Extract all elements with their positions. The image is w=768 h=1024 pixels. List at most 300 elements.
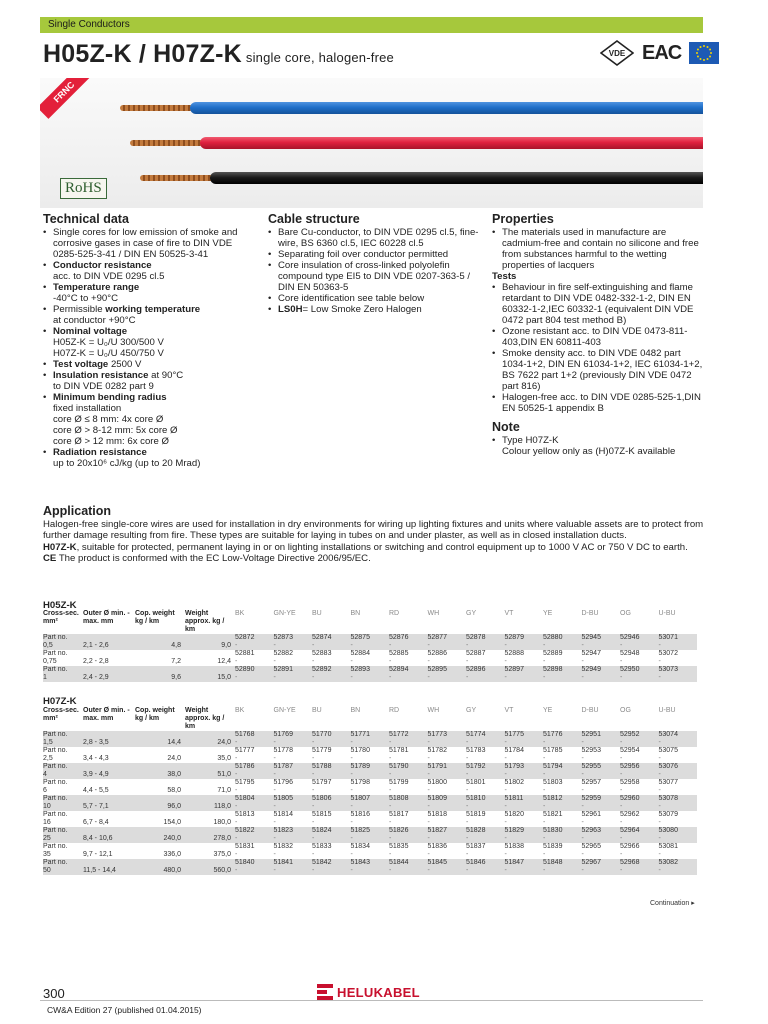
- part-number-cell: 52962 -: [620, 811, 640, 826]
- table-row: [43, 650, 697, 666]
- part-number-cell: 51815 -: [312, 811, 332, 826]
- part-number-cell: 52957 -: [581, 779, 601, 794]
- rohs-logo: RoHS: [60, 178, 107, 199]
- part-number-cell: 51802 -: [504, 779, 524, 794]
- properties-item: • The materials used in manufacture are cadmium-free and contain no silicone and free from substances harmful to the wetting properties of lacquers: [492, 227, 707, 271]
- cross-section-cell: Part no. 50: [43, 859, 83, 875]
- column-header-color: BN: [350, 707, 361, 714]
- helukabel-mark-icon: [317, 984, 333, 1000]
- application-section: [43, 506, 708, 564]
- part-number-cell: 51787 -: [274, 763, 313, 779]
- application-text: Halogen-free single-core wires are used for installation in dry environments for wiring up lighting fixtures and units where valuable assets are to protect from further damage resulting from fire. These types are suitable for laying in tubes on and under plaster, as well as in closed installation ducts.: [43, 519, 704, 542]
- column-header-color: U-BU: [658, 707, 676, 714]
- part-number-cell: 52965 -: [581, 843, 601, 858]
- copper-weight-cell: 4,8: [135, 634, 185, 650]
- part-number-cell: 51789 -: [351, 763, 390, 779]
- part-number-cell: 51846 -: [466, 859, 505, 875]
- eac-mark-icon: EAC: [642, 41, 682, 64]
- weight-cell: 375,0: [213, 851, 231, 858]
- part-number-cell: 51791 -: [428, 763, 467, 779]
- part-number-cell: 53075 -: [658, 747, 678, 762]
- part-number-cell: 52888 -: [504, 650, 524, 665]
- part-number-cell: 52882 -: [273, 650, 293, 665]
- continuation-note: Continuation ▸: [650, 900, 695, 907]
- part-number-cell: 52967 -: [582, 859, 621, 875]
- column-header-color: RD: [389, 707, 400, 714]
- column-header-color: D-BU: [581, 707, 599, 714]
- part-number-cell: 51813 -: [235, 811, 255, 826]
- part-number-cell: 51792 -: [466, 763, 505, 779]
- column-header-color: U-BU: [658, 610, 676, 617]
- column-header-color: OG: [620, 707, 631, 714]
- weight-cell: 71,0: [217, 787, 231, 794]
- outer-diameter-cell: 8,4 - 10,6: [83, 827, 135, 843]
- part-number-cell: 52947 -: [581, 650, 601, 665]
- part-number-cell: 51799 -: [389, 779, 409, 794]
- table-row: [43, 859, 697, 875]
- part-number-cell: 51773 -: [428, 731, 467, 747]
- column-header-color: WH: [427, 707, 440, 714]
- note-item: • Type H07Z-K Colour yellow only as (H)07Z-K available: [492, 435, 707, 457]
- ls0h-label: LS0H: [278, 304, 303, 315]
- part-number-cell: 51786 -: [235, 763, 274, 779]
- part-number-cell: 51794 -: [543, 763, 582, 779]
- part-number-cell: 52892 -: [312, 666, 351, 682]
- table-row: [43, 779, 697, 795]
- part-number-cell: 51793 -: [505, 763, 544, 779]
- technical-data-item: • Radiation resistance up to 20x10⁶ cJ/kg (up to 20 Mrad): [43, 447, 258, 469]
- part-number-cell: 52881 -: [235, 650, 255, 665]
- table-row: [43, 795, 697, 811]
- part-number-cell: 51795 -: [235, 779, 255, 794]
- frnc-badge: FRNC: [40, 78, 91, 119]
- cross-section-cell: Part no. 0,5: [43, 634, 83, 650]
- part-number-cell: 53071 -: [659, 634, 698, 650]
- part-number-cell: 51822 -: [235, 827, 274, 843]
- vde-mark-icon: [600, 40, 634, 66]
- column-header-color: BK: [235, 707, 245, 714]
- part-number-cell: 52949 -: [582, 666, 621, 682]
- copper-weight-cell: 24,0: [167, 755, 181, 762]
- weight-cell: 118,0: [185, 795, 235, 811]
- part-number-cell: 51805 -: [274, 795, 313, 811]
- column-header-color: BU: [312, 610, 322, 617]
- part-number-cell: 51768 -: [235, 731, 274, 747]
- part-number-cell: 52966 -: [620, 843, 640, 858]
- h07-part-table: [43, 707, 697, 875]
- part-number-cell: 51780 -: [350, 747, 370, 762]
- cross-section-cell: Part no. 1,5: [43, 731, 83, 747]
- page-title: [43, 40, 394, 69]
- column-header-weight: Weight approx. kg / km: [185, 610, 225, 633]
- part-number-cell: 52963 -: [582, 827, 621, 843]
- h05-part-table: [43, 610, 697, 682]
- part-number-cell: 51833 -: [312, 843, 332, 858]
- part-number-cell: 52880 -: [543, 634, 582, 650]
- part-number-cell: 51806 -: [312, 795, 351, 811]
- cross-section-cell: Part no. 10: [43, 795, 83, 811]
- column-header-color: BN: [350, 610, 361, 617]
- part-number-cell: 51840 -: [235, 859, 274, 875]
- part-number-cell: 52948 -: [620, 650, 640, 665]
- column-header-color: GY: [466, 707, 477, 714]
- part-number-cell: 53077 -: [658, 779, 678, 794]
- column-header-color: YE: [543, 610, 553, 617]
- part-number-cell: 51830 -: [543, 827, 582, 843]
- part-number-cell: 51769 -: [274, 731, 313, 747]
- copper-weight-cell: 7,2: [171, 658, 181, 665]
- outer-diameter-cell: 4,4 - 5,5: [83, 787, 109, 794]
- part-number-cell: 51824 -: [312, 827, 351, 843]
- part-number-cell: 51784 -: [504, 747, 524, 762]
- black-wire: [210, 172, 703, 184]
- tests-heading: Tests: [492, 271, 517, 282]
- part-number-cell: 52873 -: [274, 634, 313, 650]
- part-number-cell: 51800 -: [427, 779, 447, 794]
- cross-section-cell: Part no. 16: [43, 811, 68, 826]
- part-number-cell: 52884 -: [350, 650, 370, 665]
- column-header-weight: Weight approx. kg / km: [185, 707, 225, 730]
- note-heading: Note: [492, 420, 520, 434]
- part-number-cell: 52954 -: [620, 747, 640, 762]
- part-number-cell: 52964 -: [620, 827, 659, 843]
- weight-cell: 24,0: [185, 731, 235, 747]
- tests-item: • Halogen-free acc. to DIN VDE 0285-525-1,DIN EN 50525-1 appendix B: [492, 392, 707, 414]
- part-number-cell: 51781 -: [389, 747, 409, 762]
- part-number-cell: 51790 -: [389, 763, 428, 779]
- part-number-cell: 53072 -: [658, 650, 678, 665]
- part-number-cell: 51842 -: [312, 859, 351, 875]
- product-photo: [40, 78, 703, 208]
- part-number-cell: 52945 -: [582, 634, 621, 650]
- part-number-cell: 51819 -: [466, 811, 486, 826]
- part-number-cell: 51812 -: [543, 795, 582, 811]
- part-number-cell: 52886 -: [427, 650, 447, 665]
- part-number-cell: 52946 -: [620, 634, 659, 650]
- part-number-cell: 51785 -: [543, 747, 563, 762]
- part-number-cell: 52951 -: [582, 731, 621, 747]
- cable-structure-item: • Separating foil over conductor permitted: [268, 249, 483, 260]
- ce-statement: [43, 553, 708, 564]
- column-header-color: VT: [504, 707, 514, 714]
- h07-text: , suitable for protected, permanent laying in or on lighting installations or switching and control equipment up to 1000 V AC or 750 V DC to earth.: [76, 541, 688, 553]
- part-number-cell: 51838 -: [504, 843, 524, 858]
- cross-section-cell: Part no. 4: [43, 763, 83, 779]
- weight-cell: 560,0: [185, 859, 235, 875]
- part-number-cell: 51809 -: [428, 795, 467, 811]
- part-number-cell: 51807 -: [351, 795, 390, 811]
- technical-data-item: • Conductor resistance acc. to DIN VDE 0295 cl.5: [43, 260, 258, 282]
- page-number: 300: [43, 986, 65, 1001]
- part-number-cell: 52953 -: [581, 747, 601, 762]
- table-row: [43, 811, 697, 827]
- category-label: Single Conductors: [48, 19, 130, 30]
- weight-cell: 180,0: [213, 819, 231, 826]
- table-row: [43, 731, 697, 747]
- tests-item: • Ozone resistant acc. to DIN VDE 0473-811-403,DIN EN 60811-403: [492, 326, 707, 348]
- column-header-cop: Cop. weight kg / km: [135, 707, 175, 722]
- copper-weight-cell: 58,0: [167, 787, 181, 794]
- column-header-color: BK: [235, 610, 245, 617]
- part-number-cell: 52897 -: [505, 666, 544, 682]
- part-number-cell: 51810 -: [466, 795, 505, 811]
- copper-strands: [120, 105, 200, 111]
- tests-item: • Smoke density acc. to DIN VDE 0482 part 1034-1+2, DIN EN 61034-1+2, IEC 61034-1+2, BS 7622 part 1+2 (previously DIN VDE 0472 part 816): [492, 348, 707, 392]
- column-header-color: WH: [427, 610, 440, 617]
- part-number-cell: 51776 -: [543, 731, 582, 747]
- category-bar: [40, 17, 703, 33]
- part-number-cell: 52960 -: [620, 795, 659, 811]
- part-number-cell: 51801 -: [466, 779, 486, 794]
- weight-cell: 15,0: [185, 666, 235, 682]
- part-number-cell: 51777 -: [235, 747, 255, 762]
- part-number-cell: 52898 -: [543, 666, 582, 682]
- part-number-cell: 51848 -: [543, 859, 582, 875]
- part-number-cell: 51808 -: [389, 795, 428, 811]
- part-number-cell: 51847 -: [505, 859, 544, 875]
- copper-weight-cell: 154,0: [163, 819, 181, 826]
- column-header-color: D-BU: [581, 610, 599, 617]
- part-number-cell: 51811 -: [505, 795, 544, 811]
- outer-diameter-cell: 2,8 - 3,5: [83, 731, 135, 747]
- part-number-cell: 52877 -: [428, 634, 467, 650]
- column-header-outer: Outer Ø min. - max. mm: [83, 610, 130, 625]
- part-number-cell: 52876 -: [389, 634, 428, 650]
- part-number-cell: 51834 -: [350, 843, 370, 858]
- column-header-cop: Cop. weight kg / km: [135, 610, 175, 625]
- cable-structure-section: [268, 214, 483, 315]
- part-number-cell: 51816 -: [350, 811, 370, 826]
- weight-cell: 12,4: [217, 658, 231, 665]
- part-number-cell: 52891 -: [274, 666, 313, 682]
- copper-weight-cell: 9,6: [135, 666, 185, 682]
- title-subtitle: single core, halogen-free: [245, 50, 394, 65]
- part-number-cell: 53074 -: [659, 731, 698, 747]
- title-main: H05Z-K / H07Z-K: [43, 40, 242, 68]
- part-number-cell: 52959 -: [582, 795, 621, 811]
- svg-text:VDE: VDE: [608, 49, 626, 58]
- ce-mark-icon: CE: [43, 552, 57, 564]
- part-number-cell: 51774 -: [466, 731, 505, 747]
- table-row: [43, 666, 697, 682]
- part-number-cell: 51803 -: [543, 779, 563, 794]
- part-number-cell: 51788 -: [312, 763, 351, 779]
- part-number-cell: 52872 -: [235, 634, 274, 650]
- part-number-cell: 53082 -: [659, 859, 698, 875]
- part-number-cell: 51825 -: [351, 827, 390, 843]
- cross-section-cell: Part no. 1: [43, 666, 83, 682]
- part-number-cell: 52875 -: [351, 634, 390, 650]
- column-header-color: RD: [389, 610, 400, 617]
- part-number-cell: 53073 -: [659, 666, 698, 682]
- technical-data-item: • Permissible working temperature at conductor +90°C: [43, 304, 258, 326]
- part-number-cell: 51779 -: [312, 747, 332, 762]
- part-number-cell: 51845 -: [428, 859, 467, 875]
- properties-heading: Properties: [492, 212, 554, 226]
- copper-weight-cell: 14,4: [135, 731, 185, 747]
- cable-structure-item: [268, 304, 483, 315]
- part-number-cell: 53076 -: [659, 763, 698, 779]
- column-header-color: VT: [504, 610, 514, 617]
- technical-data-item: • Insulation resistance at 90°C to DIN VDE 0282 part 9: [43, 370, 258, 392]
- technical-data-section: [43, 214, 258, 469]
- column-header-color: GN-YE: [273, 707, 296, 714]
- copper-weight-cell: 38,0: [135, 763, 185, 779]
- part-number-cell: 52885 -: [389, 650, 409, 665]
- part-number-cell: 52894 -: [389, 666, 428, 682]
- copper-weight-cell: 480,0: [135, 859, 185, 875]
- part-number-cell: 52961 -: [581, 811, 601, 826]
- outer-diameter-cell: 11,5 - 14,4: [83, 859, 135, 875]
- part-number-cell: 52896 -: [466, 666, 505, 682]
- part-number-cell: 53080 -: [659, 827, 698, 843]
- technical-data-heading: Technical data: [43, 212, 129, 226]
- part-number-cell: 52895 -: [428, 666, 467, 682]
- outer-diameter-cell: 9,7 - 12,1: [83, 851, 113, 858]
- part-number-cell: 53081 -: [658, 843, 678, 858]
- cable-structure-item: • Core identification see table below: [268, 293, 483, 304]
- table-row: [43, 747, 697, 763]
- cross-section-cell: Part no. 0,75: [43, 650, 68, 665]
- part-number-cell: 52968 -: [620, 859, 659, 875]
- copper-weight-cell: 96,0: [135, 795, 185, 811]
- cross-section-cell: Part no. 6: [43, 779, 68, 794]
- part-number-cell: 53079 -: [658, 811, 678, 826]
- part-number-cell: 51775 -: [505, 731, 544, 747]
- part-number-cell: 51841 -: [274, 859, 313, 875]
- technical-data-item: • Test voltage 2500 V: [43, 359, 258, 370]
- part-number-cell: 52958 -: [620, 779, 640, 794]
- copper-strands: [140, 175, 218, 181]
- column-header-color: OG: [620, 610, 631, 617]
- outer-diameter-cell: 5,7 - 7,1: [83, 795, 135, 811]
- part-number-cell: 52874 -: [312, 634, 351, 650]
- ls0h-text: = Low Smoke Zero Halogen: [302, 304, 422, 315]
- technical-data-item: • Single cores for low emission of smoke and corrosive gases in case of fire to DIN VDE 0285-525-3-41 / DIN EN 50525-3-41: [43, 227, 258, 260]
- red-wire: [200, 137, 703, 149]
- part-number-cell: 52879 -: [505, 634, 544, 650]
- cross-section-cell: Part no. 25: [43, 827, 83, 843]
- cable-structure-heading: Cable structure: [268, 212, 360, 226]
- part-number-cell: 51798 -: [350, 779, 370, 794]
- application-heading: Application: [43, 504, 112, 518]
- technical-data-item: • Nominal voltage H05Z-K = U₀/U 300/500 V H07Z-K = U₀/U 450/750 V: [43, 326, 258, 359]
- cross-section-cell: Part no. 2,5: [43, 747, 68, 762]
- application-text-h07: [43, 542, 708, 553]
- column-header-cross: Cross-sec. mm²: [43, 610, 79, 625]
- part-number-cell: 51818 -: [427, 811, 447, 826]
- part-number-cell: 51836 -: [427, 843, 447, 858]
- copper-strands: [130, 140, 210, 146]
- part-number-cell: 51839 -: [543, 843, 563, 858]
- weight-cell: 9,0: [185, 634, 235, 650]
- outer-diameter-cell: 2,1 - 2,6: [83, 634, 135, 650]
- part-number-cell: 51804 -: [235, 795, 274, 811]
- cable-structure-item: • Core insulation of cross-linked polyolefin compound type EI5 to DIN VDE 0207-363-5 / DIN EN 50363-5: [268, 260, 483, 293]
- table-row: [43, 827, 697, 843]
- outer-diameter-cell: 2,4 - 2,9: [83, 666, 135, 682]
- outer-diameter-cell: 3,9 - 4,9: [83, 763, 135, 779]
- part-number-cell: 52883 -: [312, 650, 332, 665]
- weight-cell: 35,0: [217, 755, 231, 762]
- part-number-cell: 52956 -: [620, 763, 659, 779]
- part-number-cell: 51783 -: [466, 747, 486, 762]
- part-number-cell: 51772 -: [389, 731, 428, 747]
- ce-text: The product is conformed with the EC Low-Voltage Directive 2006/95/EC.: [56, 552, 371, 564]
- part-number-cell: 52889 -: [543, 650, 563, 665]
- part-number-cell: 51814 -: [273, 811, 293, 826]
- part-number-cell: 53078 -: [659, 795, 698, 811]
- part-number-cell: 51782 -: [427, 747, 447, 762]
- part-number-cell: 52878 -: [466, 634, 505, 650]
- part-number-cell: 51837 -: [466, 843, 486, 858]
- column-header-color: YE: [543, 707, 553, 714]
- cross-section-cell: Part no. 35: [43, 843, 68, 858]
- column-header-outer: Outer Ø min. - max. mm: [83, 707, 130, 722]
- weight-cell: 278,0: [185, 827, 235, 843]
- h07-table-heading: H07Z-K: [43, 696, 77, 707]
- column-header-color: BU: [312, 707, 322, 714]
- part-number-cell: 51817 -: [389, 811, 409, 826]
- part-number-cell: 52950 -: [620, 666, 659, 682]
- cable-structure-item: • Bare Cu-conductor, to DIN VDE 0295 cl.5, fine-wire, BS 6360 cl.5, IEC 60228 cl.5: [268, 227, 483, 249]
- technical-data-item: • Minimum bending radius fixed installation core Ø ≤ 8 mm: 4x core Ø core Ø > 8-12 mm: 5x core Ø core Ø > 12 mm: 6x core Ø: [43, 392, 258, 447]
- blue-wire: [190, 102, 703, 114]
- outer-diameter-cell: 6,7 - 8,4: [83, 819, 109, 826]
- part-number-cell: 51778 -: [273, 747, 293, 762]
- part-number-cell: 51835 -: [389, 843, 409, 858]
- part-number-cell: 51828 -: [466, 827, 505, 843]
- part-number-cell: 51827 -: [428, 827, 467, 843]
- part-number-cell: 52887 -: [466, 650, 486, 665]
- part-number-cell: 51771 -: [351, 731, 390, 747]
- part-number-cell: 51797 -: [312, 779, 332, 794]
- part-number-cell: 51831 -: [235, 843, 255, 858]
- outer-diameter-cell: 2,2 - 2,8: [83, 658, 109, 665]
- part-number-cell: 52952 -: [620, 731, 659, 747]
- outer-diameter-cell: 3,4 - 4,3: [83, 755, 109, 762]
- part-number-cell: 51826 -: [389, 827, 428, 843]
- edition-label: CW&A Edition 27 (published 01.04.2015): [47, 1005, 202, 1015]
- h05-table-heading: H05Z-K: [43, 600, 77, 611]
- column-header-cross: Cross-sec. mm²: [43, 707, 79, 722]
- copper-weight-cell: 240,0: [135, 827, 185, 843]
- certification-marks: [600, 40, 719, 66]
- part-number-cell: 51843 -: [351, 859, 390, 875]
- part-number-cell: 51832 -: [273, 843, 293, 858]
- column-header-color: GY: [466, 610, 477, 617]
- properties-section: [492, 214, 707, 457]
- column-header-color: GN-YE: [273, 610, 296, 617]
- part-number-cell: 51796 -: [273, 779, 293, 794]
- table-row: [43, 763, 697, 779]
- part-number-cell: 51821 -: [543, 811, 563, 826]
- eu-flag-icon: [689, 42, 719, 64]
- tests-item: • Behaviour in fire self-extinguishing and flame retardant to DIN VDE 0482-332-1-2, DIN EN 60332-1-2,IEC 60332-1 (equivalent DIN VDE 0472 part 804 test method B): [492, 282, 707, 326]
- part-number-cell: 51829 -: [505, 827, 544, 843]
- part-number-cell: 52955 -: [582, 763, 621, 779]
- technical-data-item: • Temperature range -40°C to +90°C: [43, 282, 258, 304]
- part-number-cell: 51844 -: [389, 859, 428, 875]
- part-number-cell: 51823 -: [274, 827, 313, 843]
- h07-label: H07Z-K: [43, 541, 77, 553]
- weight-cell: 51,0: [185, 763, 235, 779]
- helukabel-logo: [317, 984, 420, 1000]
- copper-weight-cell: 336,0: [163, 851, 181, 858]
- part-number-cell: 51770 -: [312, 731, 351, 747]
- brand-name: HELUKABEL: [337, 984, 420, 1000]
- part-number-cell: 51820 -: [504, 811, 524, 826]
